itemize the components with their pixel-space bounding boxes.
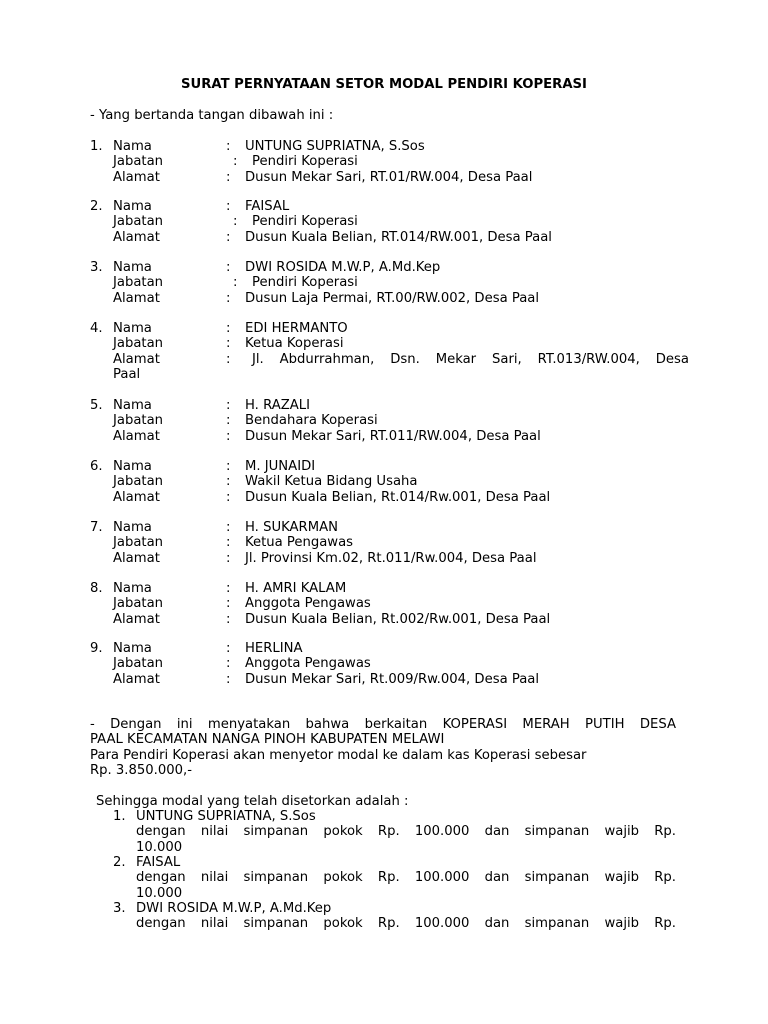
jabatan-value: Ketua Pengawas	[245, 535, 354, 551]
colon: :	[233, 154, 238, 170]
colon: :	[233, 214, 238, 230]
jabatan-value: Bendahara Koperasi	[245, 413, 378, 429]
contribution-name: DWI ROSIDA M.W.P, A.Md.Kep	[136, 901, 332, 916]
person-entry	[90, 641, 690, 687]
colon: :	[226, 428, 231, 444]
colon: :	[226, 656, 231, 672]
colon: :	[226, 321, 231, 336]
alamat-label: Alamat	[113, 428, 160, 444]
person-number: 9.	[90, 641, 103, 656]
statement-line: Para Pendiri Koperasi akan menyetor modal ke dalam kas Koperasi sebesar	[90, 747, 587, 763]
person-number: 2.	[90, 199, 103, 214]
colon: :	[226, 199, 231, 214]
nama-value: UNTUNG SUPRIATNA, S.Sos	[245, 139, 425, 154]
jabatan-label: Jabatan	[113, 596, 164, 612]
contribution-desc: dengan nilai simpanan pokok Rp. 100.000 dan simpanan wajib Rp.	[136, 916, 676, 932]
nama-value: FAISAL	[245, 199, 290, 214]
statement-amount: Rp. 3.850.000,-	[90, 763, 192, 779]
nama-value: DWI ROSIDA M.W.P, A.Md.Kep	[245, 260, 441, 275]
colon: :	[226, 398, 231, 413]
nama-label: Nama	[113, 459, 152, 474]
jabatan-label: Jabatan	[113, 413, 164, 429]
jabatan-label: Jabatan	[113, 535, 164, 551]
nama-value: H. SUKARMAN	[245, 520, 338, 535]
person-entry	[90, 459, 690, 505]
colon: :	[226, 459, 231, 474]
nama-label: Nama	[113, 398, 152, 413]
jabatan-value: Pendiri Koperasi	[252, 275, 358, 291]
contribution-item	[113, 855, 676, 901]
nama-value: H. AMRI KALAM	[245, 581, 347, 596]
alamat-value: Dusun Kuala Belian, RT.014/RW.001, Desa Paal	[245, 229, 552, 245]
colon: :	[226, 290, 231, 306]
alamat-label: Alamat	[113, 351, 160, 367]
person-number: 6.	[90, 459, 103, 474]
colon: :	[226, 474, 231, 490]
person-entry	[90, 581, 690, 627]
jabatan-label: Jabatan	[113, 154, 164, 170]
person-entry	[90, 139, 690, 185]
colon: :	[226, 260, 231, 275]
alamat-value: Jl. Provinsi Km.02, Rt.011/Rw.004, Desa Paal	[245, 550, 537, 566]
intro-text: - Yang bertanda tangan dibawah ini :	[90, 108, 334, 123]
person-entry	[90, 260, 690, 306]
jabatan-value: Anggota Pengawas	[245, 656, 371, 672]
alamat-label: Alamat	[113, 169, 160, 185]
contribution-item	[113, 809, 676, 855]
colon: :	[226, 169, 231, 185]
alamat-label: Alamat	[113, 611, 160, 627]
alamat-label: Alamat	[113, 489, 160, 505]
nama-label: Nama	[113, 321, 152, 336]
colon: :	[226, 611, 231, 627]
person-entry	[90, 398, 690, 444]
contribution-desc-continued: 10.000	[136, 885, 183, 901]
alamat-value: Dusun Mekar Sari, Rt.009/Rw.004, Desa Paal	[245, 671, 540, 687]
person-number: 4.	[90, 321, 103, 336]
statement-line: - Dengan ini menyatakan bahwa berkaitan KOPERASI MERAH PUTIH DESA	[90, 717, 676, 732]
nama-label: Nama	[113, 641, 152, 656]
jabatan-value: Ketua Koperasi	[245, 336, 344, 352]
colon: :	[226, 489, 231, 505]
alamat-value: Jl. Abdurrahman, Dsn. Mekar Sari, RT.013/RW.004, Desa	[252, 351, 689, 367]
contribution-desc-continued: 10.000	[136, 839, 183, 855]
alamat-value: Dusun Kuala Belian, Rt.014/Rw.001, Desa Paal	[245, 489, 551, 505]
person-entry	[90, 520, 690, 566]
person-number: 7.	[90, 520, 103, 535]
contribution-number: 1.	[113, 809, 126, 824]
nama-label: Nama	[113, 199, 152, 214]
person-number: 5.	[90, 398, 103, 413]
person-entry	[90, 199, 690, 245]
alamat-value: Dusun Laja Permai, RT.00/RW.002, Desa Paal	[245, 290, 540, 306]
colon: :	[226, 581, 231, 596]
colon: :	[226, 139, 231, 154]
jabatan-value: Pendiri Koperasi	[252, 154, 358, 170]
person-number: 3.	[90, 260, 103, 275]
colon: :	[226, 596, 231, 612]
person-entry	[90, 321, 690, 383]
alamat-value: Dusun Mekar Sari, RT.011/RW.004, Desa Paal	[245, 428, 541, 444]
contribution-number: 3.	[113, 901, 126, 916]
nama-value: HERLINA	[245, 641, 303, 656]
contribution-name: UNTUNG SUPRIATNA, S.Sos	[136, 809, 316, 824]
statement-paragraph	[90, 717, 676, 779]
colon: :	[226, 336, 231, 352]
alamat-value: Dusun Mekar Sari, RT.01/RW.004, Desa Paal	[245, 169, 533, 185]
jabatan-value: Pendiri Koperasi	[252, 214, 358, 230]
statement-line: PAAL KECAMATAN NANGA PINOH KABUPATEN MELAWI	[90, 732, 445, 748]
alamat-value: Dusun Kuala Belian, Rt.002/Rw.001, Desa Paal	[245, 611, 551, 627]
nama-value: M. JUNAIDI	[245, 459, 316, 474]
jabatan-label: Jabatan	[113, 214, 164, 230]
contribution-number: 2.	[113, 855, 126, 870]
nama-label: Nama	[113, 581, 152, 596]
colon: :	[226, 550, 231, 566]
nama-value: H. RAZALI	[245, 398, 311, 413]
colon: :	[226, 520, 231, 535]
contribution-name: FAISAL	[136, 855, 181, 870]
colon: :	[226, 535, 231, 551]
jabatan-value: Wakil Ketua Bidang Usaha	[245, 474, 418, 490]
colon: :	[226, 413, 231, 429]
nama-label: Nama	[113, 260, 152, 275]
contribution-item	[113, 901, 676, 932]
alamat-label: Alamat	[113, 550, 160, 566]
person-number: 1.	[90, 139, 103, 154]
document-title: SURAT PERNYATAAN SETOR MODAL PENDIRI KOPERASI	[181, 77, 587, 92]
alamat-label: Alamat	[113, 229, 160, 245]
contribution-desc: dengan nilai simpanan pokok Rp. 100.000 dan simpanan wajib Rp.	[136, 824, 676, 840]
colon: :	[226, 641, 231, 656]
jabatan-label: Jabatan	[113, 474, 164, 490]
jabatan-label: Jabatan	[113, 336, 164, 352]
jabatan-label: Jabatan	[113, 656, 164, 672]
jabatan-label: Jabatan	[113, 275, 164, 291]
alamat-value-continued: Paal	[113, 367, 141, 383]
colon: :	[226, 671, 231, 687]
alamat-label: Alamat	[113, 290, 160, 306]
nama-label: Nama	[113, 520, 152, 535]
colon: :	[226, 351, 231, 367]
nama-label: Nama	[113, 139, 152, 154]
person-number: 8.	[90, 581, 103, 596]
contribution-desc: dengan nilai simpanan pokok Rp. 100.000 dan simpanan wajib Rp.	[136, 870, 676, 886]
colon: :	[233, 275, 238, 291]
summary-intro: Sehingga modal yang telah disetorkan adalah :	[96, 794, 409, 809]
jabatan-value: Anggota Pengawas	[245, 596, 371, 612]
alamat-label: Alamat	[113, 671, 160, 687]
nama-value: EDI HERMANTO	[245, 321, 348, 336]
colon: :	[226, 229, 231, 245]
